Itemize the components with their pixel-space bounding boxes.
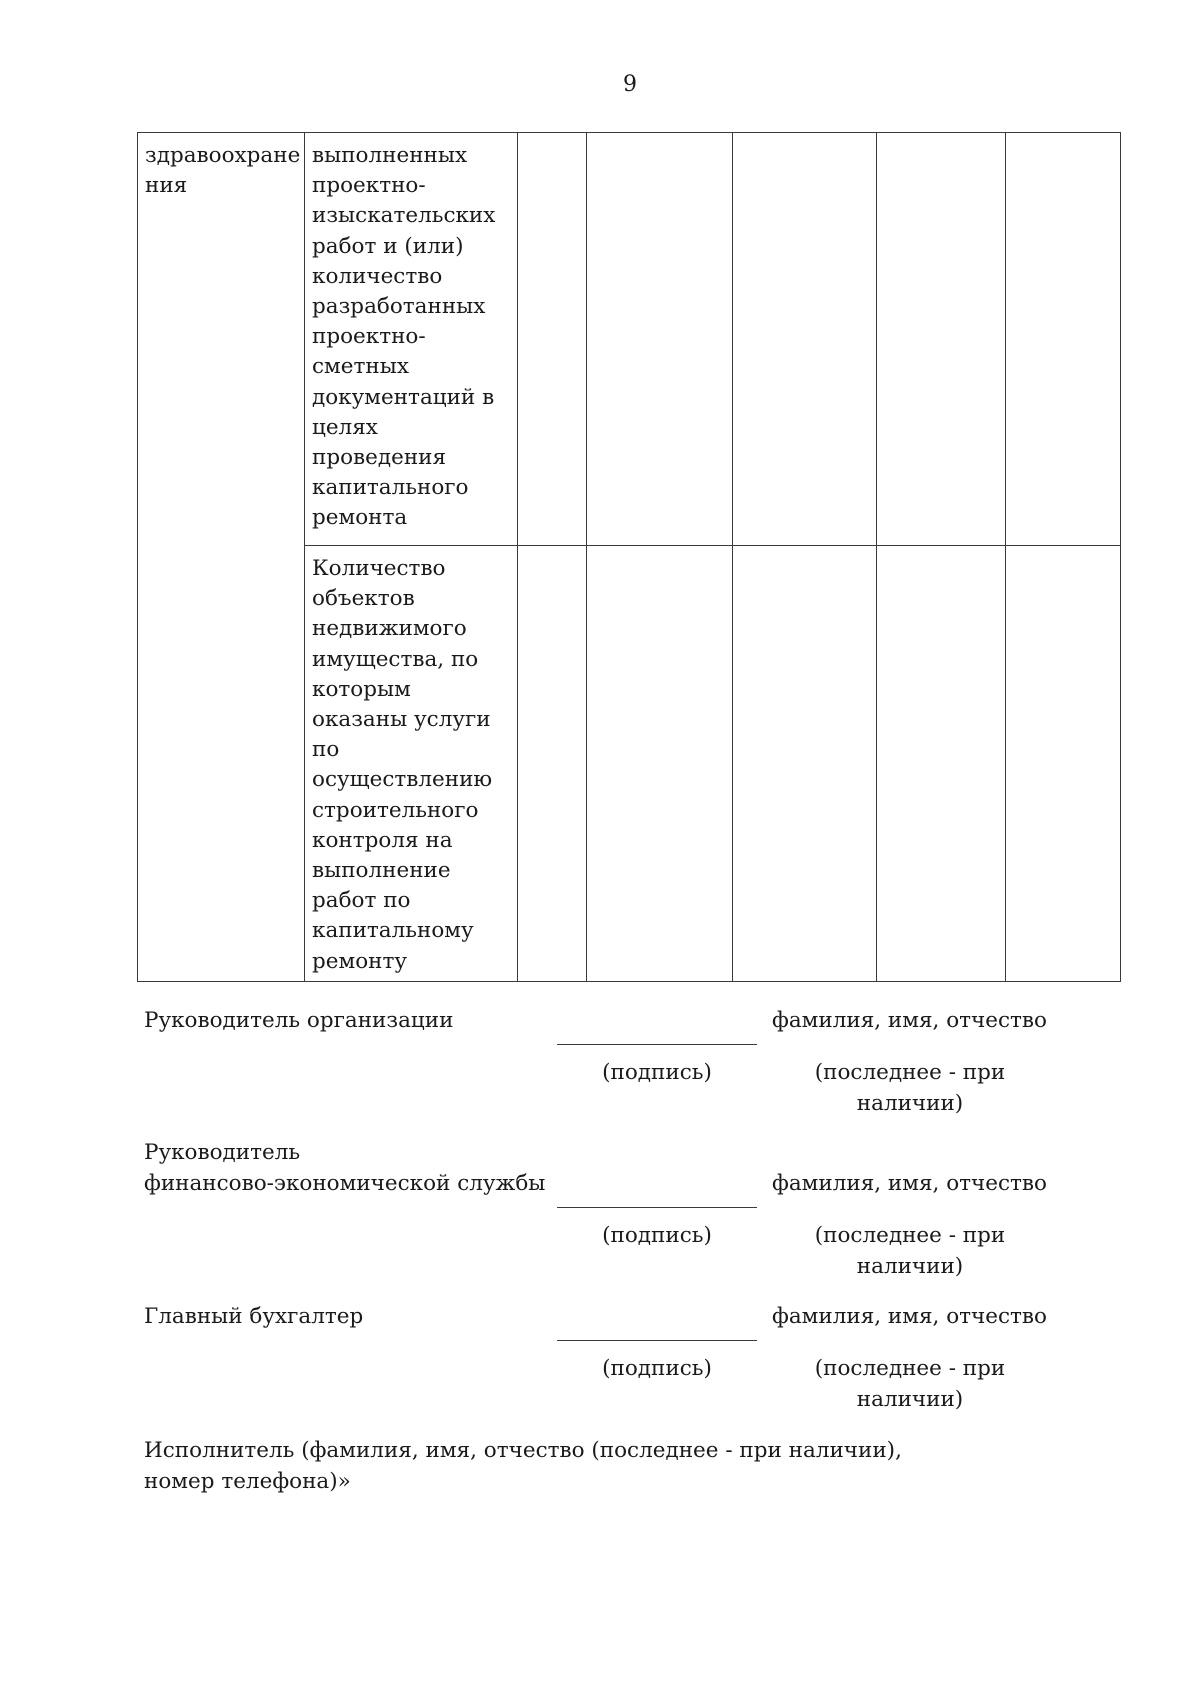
- signature-line: [557, 1207, 757, 1208]
- executor-line: номер телефона)»: [144, 1469, 351, 1494]
- name-hint: (последнее - при наличии): [814, 1356, 1006, 1412]
- name-label: фамилия, имя, отчество: [772, 1171, 1047, 1196]
- name-label: фамилия, имя, отчество: [772, 1008, 1047, 1033]
- role-label: Главный бухгалтер: [144, 1304, 364, 1329]
- name-label: фамилия, имя, отчество: [772, 1304, 1047, 1329]
- table-cell-empty: [518, 546, 587, 982]
- category-text: здравоохране ния: [145, 143, 301, 199]
- table-row: [138, 133, 1121, 546]
- signature-line: [557, 1340, 757, 1341]
- table-cell-indicator: [305, 133, 518, 546]
- signature-caption: (подпись): [602, 1223, 712, 1248]
- indicators-table: [137, 132, 1121, 982]
- indicator-text: Количество объектов недвижимого имущества, по которым оказаны услуги по осуществлению строительного контроля на выполнение работ по капитальному ремонту: [312, 556, 493, 974]
- table-cell-empty: [587, 133, 733, 546]
- name-hint: (последнее - при наличии): [814, 1060, 1006, 1116]
- table-cell-category: [138, 133, 305, 982]
- table-cell-empty: [518, 133, 587, 546]
- signature-caption: (подпись): [602, 1060, 712, 1085]
- table-cell-empty: [587, 546, 733, 982]
- signature-caption: (подпись): [602, 1356, 712, 1381]
- executor-line: Исполнитель (фамилия, имя, отчество (последнее - при наличии),: [144, 1438, 902, 1463]
- table-cell-empty: [733, 546, 877, 982]
- role-label: Руководитель организации: [144, 1008, 454, 1033]
- table-cell-empty: [1006, 133, 1121, 546]
- signature-line: [557, 1044, 757, 1045]
- indicator-text: выполненных проектно-изыскательских работ и (или) количество разработанных проектно-сметных документаций в целях проведения капитального ремонта: [312, 143, 496, 531]
- table-cell-empty: [877, 546, 1006, 982]
- role-label: Руководитель: [144, 1140, 301, 1165]
- page-number: 9: [623, 72, 637, 97]
- table-cell-empty: [877, 133, 1006, 546]
- role-label: финансово-экономической службы: [144, 1171, 546, 1196]
- table-cell-empty: [1006, 546, 1121, 982]
- table-cell-empty: [733, 133, 877, 546]
- table-cell-indicator: [305, 546, 518, 982]
- name-hint: (последнее - при наличии): [814, 1223, 1006, 1279]
